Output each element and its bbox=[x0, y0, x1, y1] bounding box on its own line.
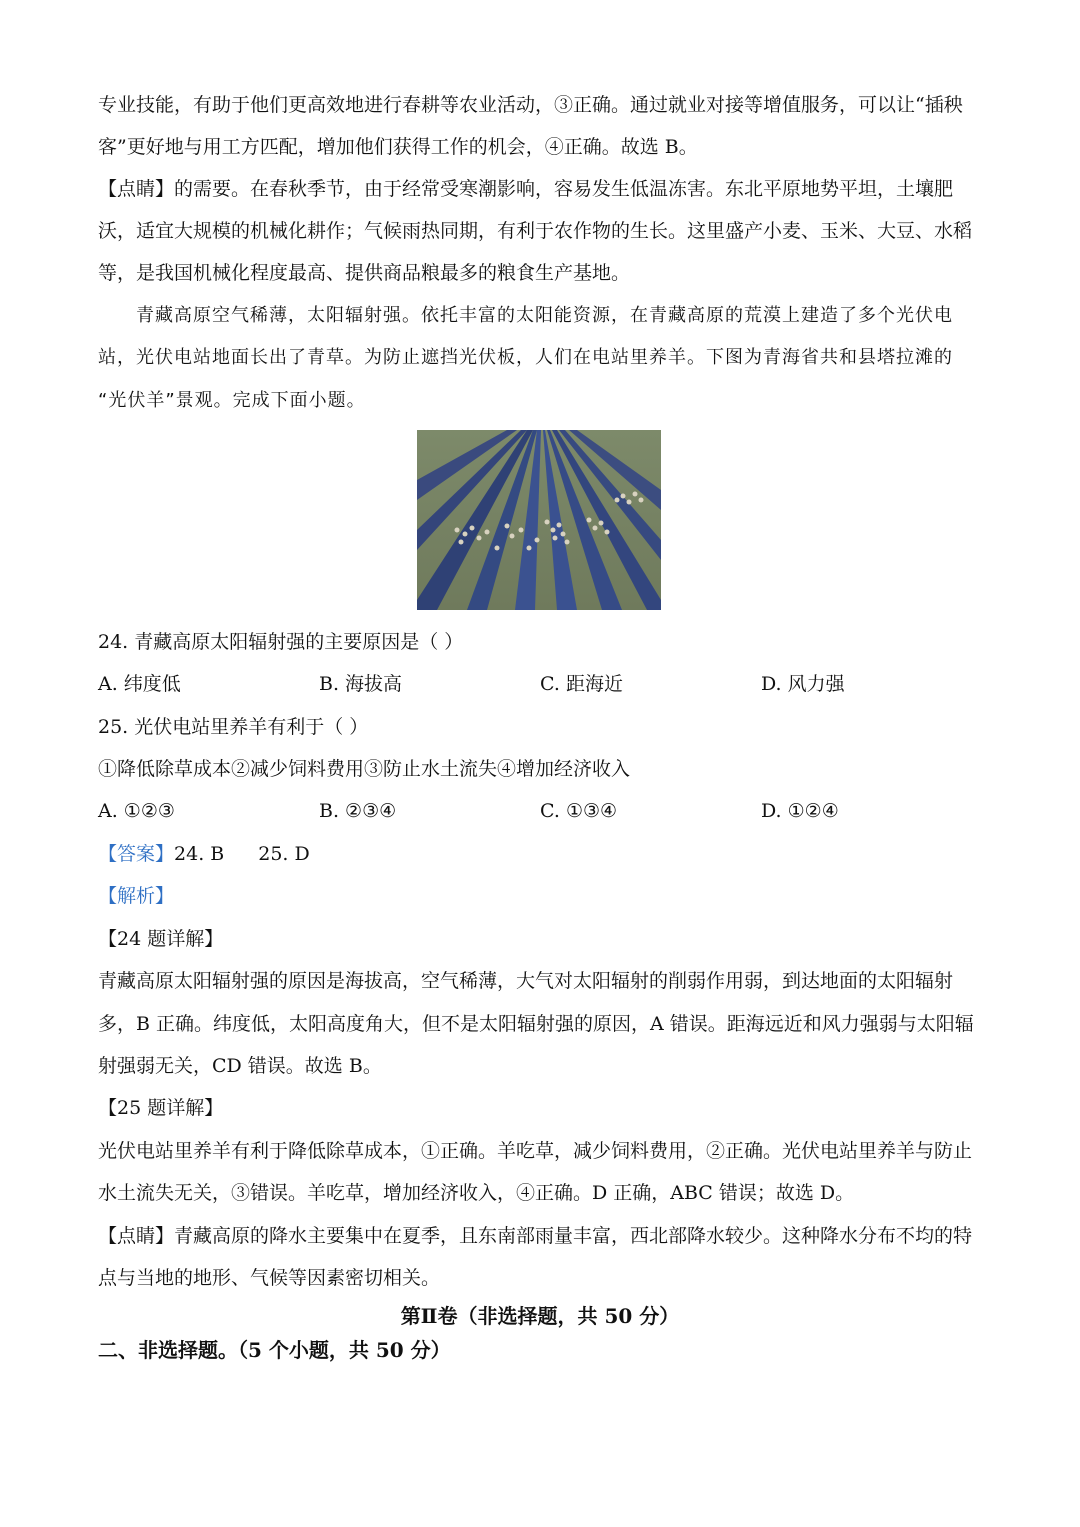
answer-24: 24. B bbox=[174, 843, 225, 865]
q25-option-d: D. ①②④ bbox=[761, 800, 839, 822]
prev-text-line-2: 客”更好地与用工方匹配，增加他们获得工作的机会，④正确。故选 B。 bbox=[98, 136, 698, 158]
q25-option-a: A. ①②③ bbox=[98, 800, 175, 822]
detail-25-line-2: 水土流失无关，③错误。羊吃草，增加经济收入，④正确。D 正确，ABC 错误；故选 D。 bbox=[98, 1182, 855, 1204]
prev-note-line-2: 沃，适宜大规模的机械化耕作；气候雨热同期，有利于农作物的生长。这里盛产小麦、玉米、大豆、水稻 bbox=[98, 220, 973, 242]
prev-note-line-1: 【点睛】的需要。在春秋季节，由于经常受寒潮影响，容易发生低温冻害。东北平原地势平坦，土壤肥 bbox=[98, 178, 954, 200]
answer-25: 25. D bbox=[258, 843, 310, 865]
detail-24-line-2: 多，B 正确。纬度低，太阳高度角大，但不是太阳辐射强的原因，A 错误。距海远近和风力强弱与太阳辐 bbox=[98, 1013, 974, 1035]
section-title: 第Ⅱ卷（非选择题，共 50 分） bbox=[400, 1304, 680, 1328]
q25-option-b: B. ②③④ bbox=[319, 800, 397, 822]
intro-line-3: “光伏羊”景观。完成下面小题。 bbox=[98, 390, 366, 411]
detail-25-title: 【25 题详解】 bbox=[98, 1097, 224, 1119]
answer-line bbox=[98, 841, 310, 867]
q24-option-d: D. 风力强 bbox=[761, 673, 845, 695]
note-text-1: 青藏高原的降水主要集中在夏季，且东南部雨量丰富，西北部降水较少。这种降水分布不均的特 bbox=[174, 1225, 973, 1247]
q24-stem: 24. 青藏高原太阳辐射强的主要原因是（ ） bbox=[98, 631, 464, 653]
answer-label: 【答案】 bbox=[98, 843, 175, 865]
prev-note-line-3: 等，是我国机械化程度最高、提供商品粮最多的粮食生产基地。 bbox=[98, 262, 631, 284]
section-subtitle: 二、非选择题。（5 个小题，共 50 分） bbox=[98, 1338, 451, 1362]
analysis-label: 【解析】 bbox=[98, 885, 175, 907]
q25-option-c: C. ①③④ bbox=[540, 800, 618, 822]
note-line-2: 点与当地的地形、气候等因素密切相关。 bbox=[98, 1267, 441, 1289]
solar-sheep-photo bbox=[417, 430, 661, 610]
q24-option-c: C. 距海近 bbox=[540, 673, 623, 695]
detail-24-title: 【24 题详解】 bbox=[98, 928, 224, 950]
note-line-1 bbox=[98, 1223, 972, 1249]
detail-25-line-1: 光伏电站里养羊有利于降低除草成本，①正确。羊吃草，减少饲料费用，②正确。光伏电站里养羊与防止 bbox=[98, 1140, 973, 1162]
q25-items: ①降低除草成本②减少饲料费用③防止水土流失④增加经济收入 bbox=[98, 758, 631, 780]
intro-line-2: 站，光伏电站地面长出了青草。为防止遮挡光伏板，人们在电站里养羊。下图为青海省共和县塔拉滩的 bbox=[98, 347, 953, 368]
prev-text-line-1: 专业技能，有助于他们更高效地进行春耕等农业活动，③正确。通过就业对接等增值服务，可以让“插秧 bbox=[98, 94, 963, 116]
q24-option-a: A. 纬度低 bbox=[98, 673, 181, 695]
intro-line-1: 青藏高原空气稀薄，太阳辐射强。依托丰富的太阳能资源，在青藏高原的荒漠上建造了多个光伏电 bbox=[136, 305, 953, 326]
q24-option-b: B. 海拔高 bbox=[319, 673, 403, 695]
detail-24-line-1: 青藏高原太阳辐射强的原因是海拔高，空气稀薄，大气对太阳辐射的削弱作用弱，到达地面的太阳辐射 bbox=[98, 970, 954, 992]
detail-24-line-3: 射强弱无关，CD 错误。故选 B。 bbox=[98, 1055, 382, 1077]
note-label: 【点睛】 bbox=[98, 1225, 175, 1247]
q25-stem: 25. 光伏电站里养羊有利于（ ） bbox=[98, 716, 369, 738]
